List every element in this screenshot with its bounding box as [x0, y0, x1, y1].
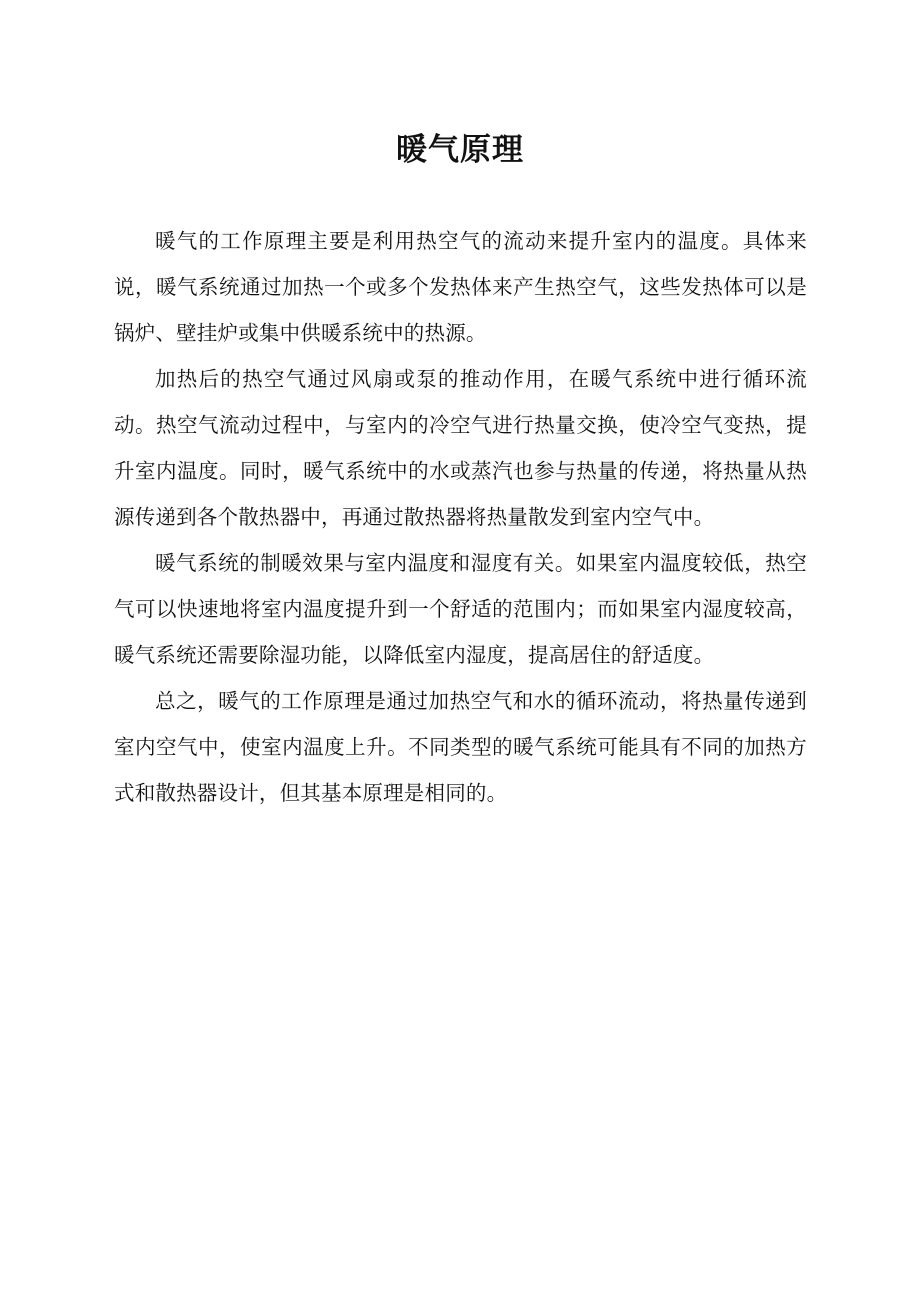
- paragraph: 总之，暖气的工作原理是通过加热空气和水的循环流动，将热量传递到室内空气中，使室内温度上升。不同类型的暖气系统可能具有不同的加热方式和散热器设计，但其基本原理是相同的。: [114, 689, 807, 805]
- document-body: [114, 218, 807, 816]
- paragraph: 加热后的热空气通过风扇或泵的推动作用，在暖气系统中进行循环流动。热空气流动过程中，与室内的冷空气进行热量交换，使冷空气变热，提升室内温度。同时，暖气系统中的水或蒸汽也参与热量的传递，将热量从热源传递到各个散热器中，再通过散热器将热量散发到室内空气中。: [114, 367, 807, 529]
- paragraph: 暖气的工作原理主要是利用热空气的流动来提升室内的温度。具体来说，暖气系统通过加热一个或多个发热体来产生热空气，这些发热体可以是锅炉、壁挂炉或集中供暖系统中的热源。: [114, 229, 807, 345]
- paragraph: 暖气系统的制暖效果与室内温度和湿度有关。如果室内温度较低，热空气可以快速地将室内温度提升到一个舒适的范围内；而如果室内湿度较高，暖气系统还需要除湿功能，以降低室内湿度，提高居住的舒适度。: [114, 551, 807, 667]
- page-title: 暖气原理: [396, 132, 524, 168]
